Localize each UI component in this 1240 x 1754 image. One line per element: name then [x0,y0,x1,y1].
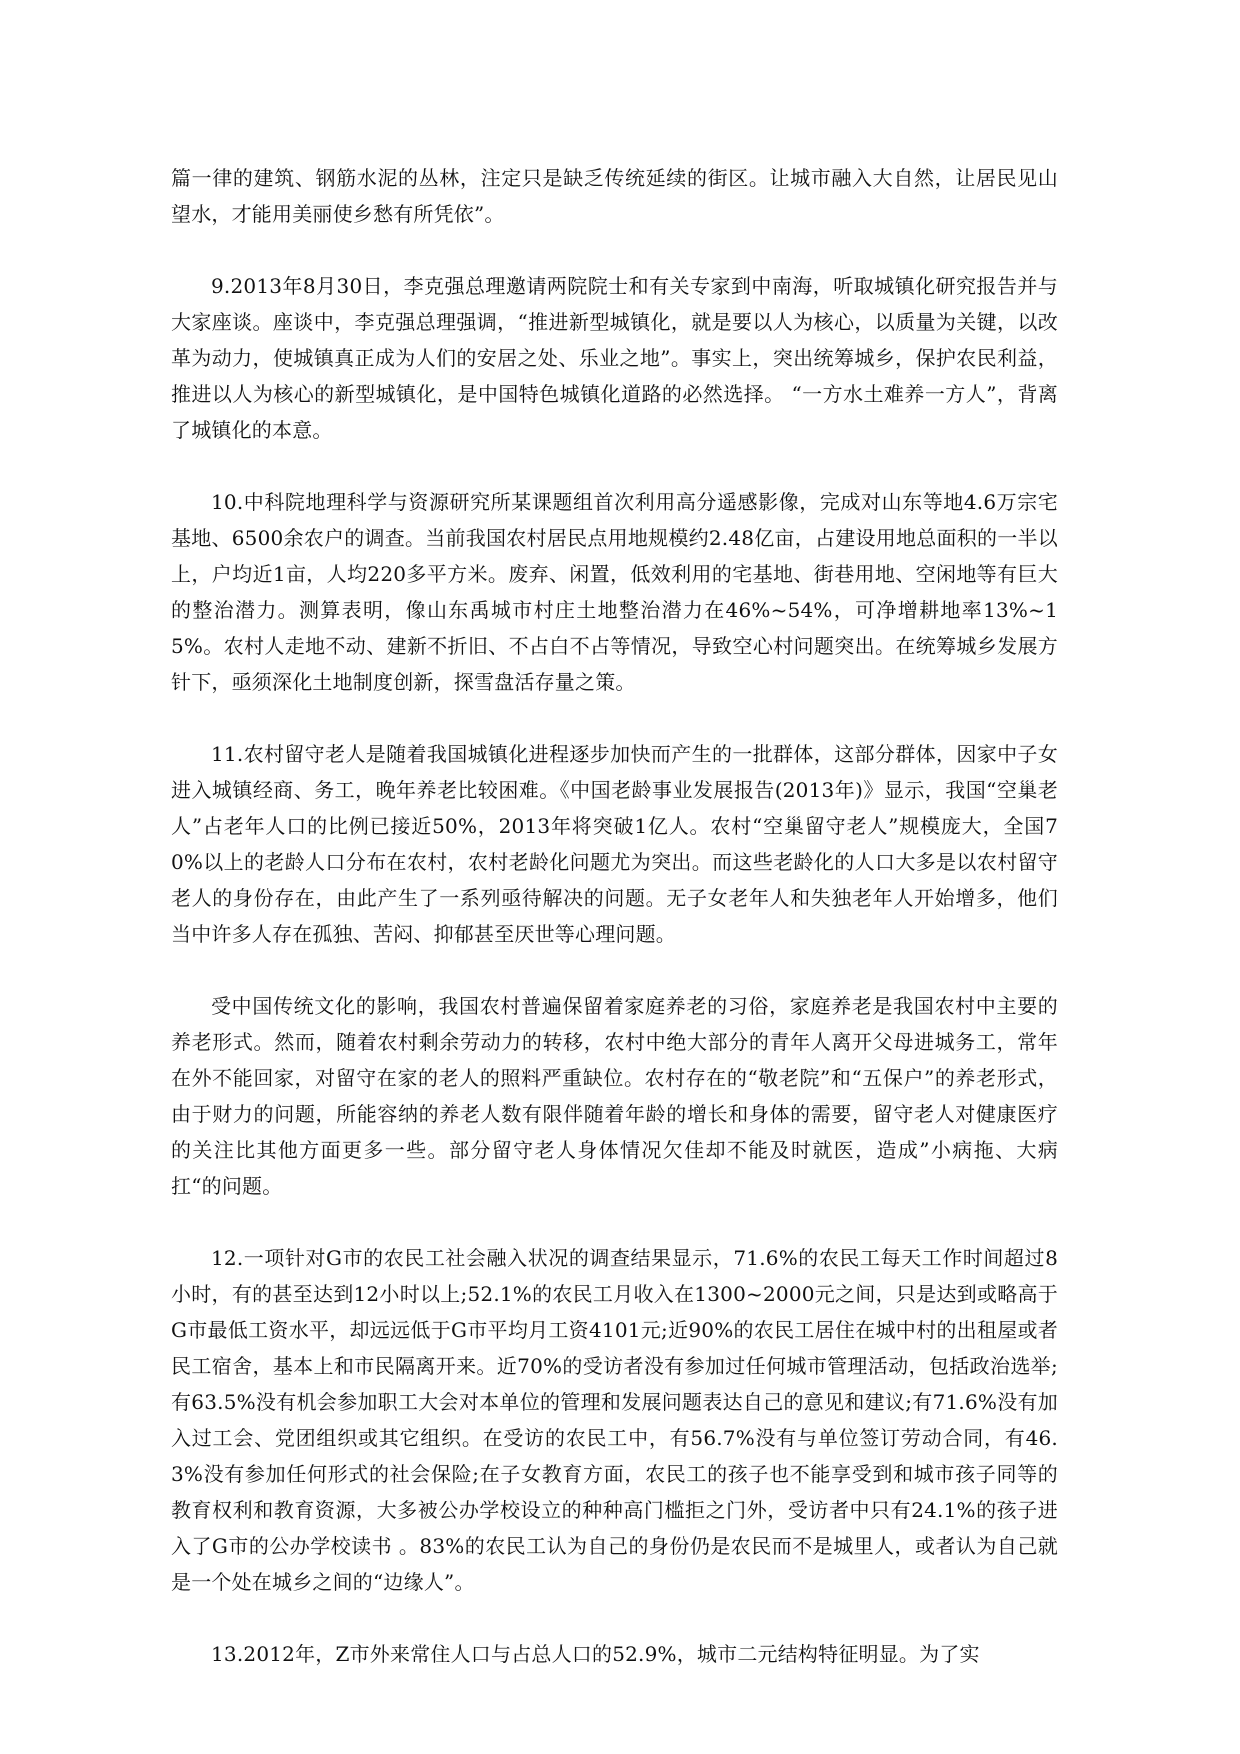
paragraph-item-9: 9.2013年8月30日，李克强总理邀请两院院士和有关专家到中南海，听取城镇化研究报告并与大家座谈。座谈中，李克强总理强调，“推进新型城镇化，就是要以人为核心，以质量为关键，以改革为动力，使城镇真正成为人们的安居之处、乐业之地”。事实上，突出统筹城乡，保护农民利益，推进以人为核心的新型城镇化，是中国特色城镇化道路的必然选择。 “一方水土难养一方人”，背离了城镇化的本意。 [171,274,1058,442]
paragraph-continuation: 篇一律的建筑、钢筋水泥的丛林，注定只是缺乏传统延续的街区。让城市融入大自然，让居民见山望水，才能用美丽使乡愁有所凭依”。 [171,166,1058,226]
paragraph-item-11: 11.农村留守老人是随着我国城镇化进程逐步加快而产生的一批群体，这部分群体，因家中子女进入城镇经商、务工，晚年养老比较困难。《中国老龄事业发展报告(2013年)》显示，我国“空巢老人”占老年人口的比例已接近50%，2013年将突破1亿人。农村“空巢留守老人”规模庞大，全国70%以上的老龄人口分布在农村，农村老龄化问题尤为突出。而这些老龄化的人口大多是以农村留守老人的身份存在，由此产生了一系列亟待解决的问题。无子女老年人和失独老年人开始增多，他们当中许多人存在孤独、苦闷、抑郁甚至厌世等心理问题。 [171,742,1058,946]
paragraph-item-13: 13.2012年，Z市外来常住人口与占总人口的52.9%，城市二元结构特征明显。为了实 [211,1642,980,1666]
paragraph-item-12: 12.一项针对G市的农民工社会融入状况的调查结果显示，71.6%的农民工每天工作时间超过8小时，有的甚至达到12小时以上;52.1%的农民工月收入在1300~2000元之间，只是达到或略高于G市最低工资水平，却远远低于G市平均月工资4101元;近90%的农民工居住在城中村的出租屋或者民工宿舍，基本上和市民隔离开来。近70%的受访者没有参加过任何城市管理活动，包括政治选举;有63.5%没有机会参加职工大会对本单位的管理和发展问题表达自己的意见和建议;有71.6%没有加入过工会、党团组织或其它组织。在受访的农民工中，有56.7%没有与单位签订劳动合同，有46.3%没有参加任何形式的社会保险;在子女教育方面，农民工的孩子也不能享受到和城市孩子同等的教育权利和教育资源，大多被公办学校设立的种种高门槛拒之门外，受访者中只有24.1%的孩子进入了G市的公办学校读书 。83%的农民工认为自己的身份仍是农民而不是城里人，或者认为自己就是一个处在城乡之间的“边缘人”。 [171,1246,1058,1594]
document-body [171,160,1058,1672]
paragraph-item-10: 10.中科院地理科学与资源研究所某课题组首次利用高分遥感影像，完成对山东等地4.6万宗宅基地、6500余农户的调查。当前我国农村居民点用地规模约2.48亿亩，占建设用地总面积的一半以上，户均近1亩，人均220多平方米。废弃、闲置，低效利用的宅基地、街巷用地、空闲地等有巨大的整治潜力。测算表明，像山东禹城市村庄土地整治潜力在46%~54%，可净增耕地率13%~15%。农村人走地不动、建新不折旧、不占白不占等情况，导致空心村问题突出。在统筹城乡发展方针下，亟须深化土地制度创新，探雪盘活存量之策。 [171,490,1058,694]
paragraph-item-11-continued: 受中国传统文化的影响，我国农村普遍保留着家庭养老的习俗，家庭养老是我国农村中主要的养老形式。然而，随着农村剩余劳动力的转移，农村中绝大部分的青年人离开父母进城务工，常年在外不能回家，对留守在家的老人的照料严重缺位。农村存在的“敬老院”和“五保户”的养老形式，由于财力的问题，所能容纳的养老人数有限伴随着年龄的增长和身体的需要，留守老人对健康医疗的关注比其他方面更多一些。部分留守老人身体情况欠佳却不能及时就医，造成”小病拖、大病扛“的问题。 [171,994,1058,1198]
